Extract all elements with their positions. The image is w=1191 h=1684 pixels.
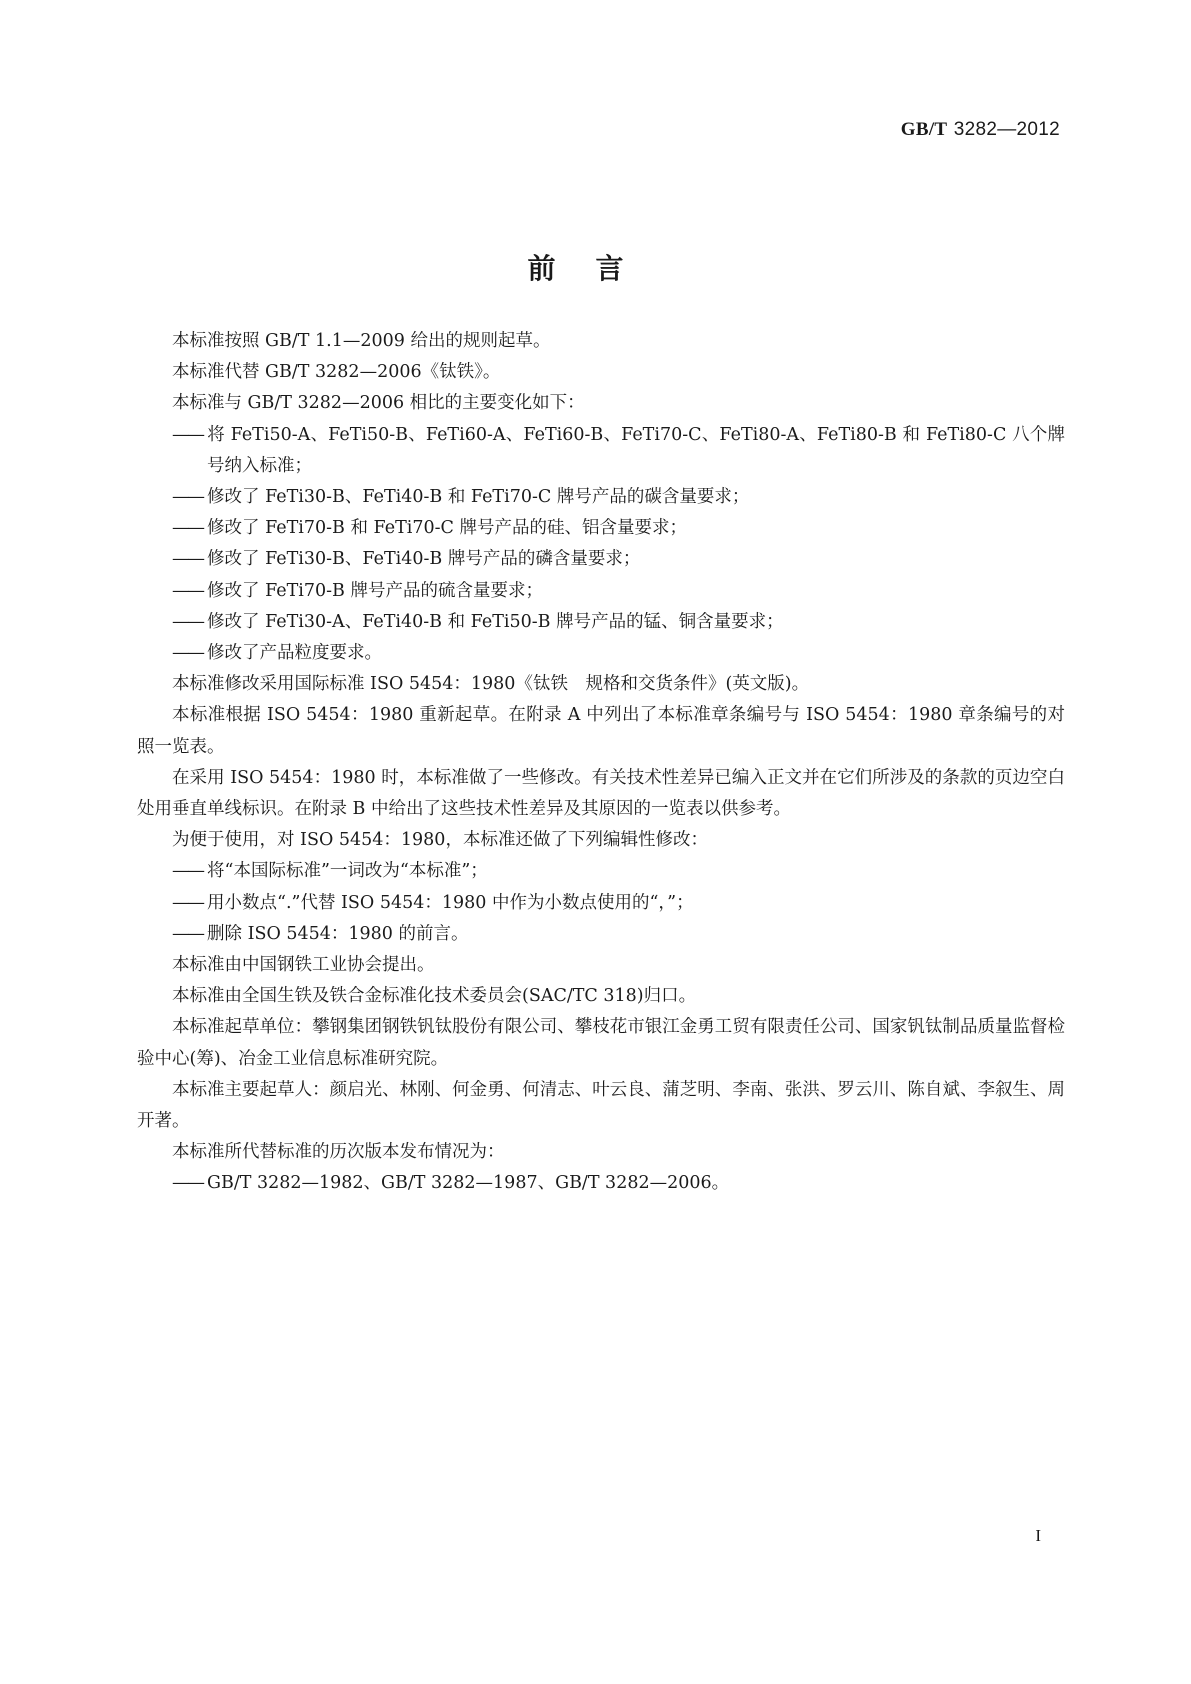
paragraph: [137, 1075, 1065, 1137]
list-item: [137, 513, 1065, 544]
standard-code: [901, 118, 1060, 141]
paragraph: [137, 669, 1065, 700]
list-item: [137, 576, 1065, 607]
paragraph-text: 本标准所代替标准的历次版本发布情况为：: [172, 1142, 505, 1163]
paragraph: [137, 1137, 1065, 1168]
paragraph-text: 修改了 FeTi30-A、FeTi40-B 和 FeTi50-B 牌号产品的锰、铜含量要求；: [207, 611, 784, 632]
paragraph-text: 本标准修改采用国际标准 ISO 5454：1980《钛铁 规格和交货条件》(英文版)。: [172, 674, 810, 695]
paragraph-text: 修改了 FeTi70-B 牌号产品的硫含量要求；: [207, 580, 543, 601]
paragraph-text: 修改了 FeTi30-B、FeTi40-B 牌号产品的磷含量要求；: [207, 549, 641, 570]
paragraph-text: 本标准与 GB/T 3282—2006 相比的主要变化如下：: [172, 393, 585, 414]
paragraph-text: GB/T 3282—1982、GB/T 3282—1987、GB/T 3282—2006。: [207, 1173, 730, 1194]
paragraph-text: 本标准由全国生铁及铁合金标准化技术委员会(SAC/TC 318)归口。: [172, 986, 697, 1007]
paragraph-text: 修改了 FeTi30-B、FeTi40-B 和 FeTi70-C 牌号产品的碳含量要求；: [207, 487, 750, 508]
paragraph-text: 为便于使用，对 ISO 5454：1980，本标准还做了下列编辑性修改：: [172, 830, 708, 851]
foreword-body: [137, 326, 1065, 1200]
list-item: [137, 607, 1065, 638]
list-item: [137, 544, 1065, 575]
paragraph-text: 将“本国际标准”一词改为“本标准”；: [207, 861, 488, 882]
paragraph-text: 本标准按照 GB/T 1.1—2009 给出的规则起草。: [172, 331, 551, 351]
dash-marker: ——: [172, 424, 203, 445]
list-item: [137, 888, 1065, 919]
paragraph-text: 本标准根据 ISO 5454：1980 重新起草。在附录 A 中列出了本标准章条编号与 ISO 5454：1980 章条编号的对照一览表。: [137, 705, 1065, 757]
paragraph: [137, 357, 1065, 388]
dash-marker: ——: [172, 643, 203, 664]
list-item: [137, 482, 1065, 513]
paragraph: [137, 825, 1065, 856]
paragraph-text: 本标准代替 GB/T 3282—2006《钛铁》。: [172, 362, 501, 383]
paragraph: [137, 763, 1065, 825]
paragraph-text: 用小数点“.”代替 ISO 5454：1980 中作为小数点使用的“，”；: [207, 892, 694, 913]
paragraph-text: 本标准由中国钢铁工业协会提出。: [172, 955, 435, 976]
dash-marker: ——: [172, 549, 203, 570]
dash-marker: ——: [172, 1173, 203, 1194]
paragraph: [137, 326, 1065, 357]
dash-marker: ——: [172, 861, 203, 882]
paragraph-text: 修改了产品粒度要求。: [207, 643, 382, 664]
standard-number: 3282—2012: [953, 119, 1060, 140]
list-item: [137, 420, 1065, 482]
dash-marker: ——: [172, 518, 203, 539]
paragraph-text: 本标准主要起草人：颜启光、林刚、何金勇、何清志、叶云良、蒲芝明、李南、张洪、罗云川、陈自斌、李叙生、周开著。: [137, 1079, 1065, 1132]
list-item: [137, 919, 1065, 950]
standard-prefix: GB/T: [900, 119, 948, 140]
dash-marker: ——: [172, 487, 203, 508]
page-number: I: [1035, 1526, 1041, 1545]
paragraph: [137, 1012, 1065, 1074]
list-item: [137, 1168, 1065, 1199]
paragraph: [137, 700, 1065, 762]
page-title: 前言: [527, 251, 664, 285]
paragraph-text: 删除 ISO 5454：1980 的前言。: [207, 923, 469, 944]
dash-marker: ——: [172, 892, 203, 913]
paragraph-text: 在采用 ISO 5454：1980 时，本标准做了一些修改。有关技术性差异已编入正文并在它们所涉及的条款的页边空白处用垂直单线标识。在附录 B 中给出了这些技术性差异及其原因的一览表以供参考。: [137, 767, 1065, 820]
list-item: [137, 856, 1065, 887]
paragraph: [137, 981, 1065, 1012]
paragraph: [137, 388, 1065, 419]
list-item: [137, 638, 1065, 669]
paragraph-text: 将 FeTi50-A、FeTi50-B、FeTi60-A、FeTi60-B、FeTi70-C、FeTi80-A、FeTi80-B 和 FeTi80-C 八个牌号纳入标准；: [207, 424, 1065, 476]
dash-marker: ——: [172, 580, 203, 601]
paragraph-text: 修改了 FeTi70-B 和 FeTi70-C 牌号产品的硅、铝含量要求；: [207, 518, 687, 539]
paragraph: [137, 950, 1065, 981]
dash-marker: ——: [172, 923, 203, 944]
paragraph-text: 本标准起草单位：攀钢集团钢铁钒钛股份有限公司、攀枝花市银江金勇工贸有限责任公司、国家钒钛制品质量监督检验中心(筹)、冶金工业信息标准研究院。: [137, 1017, 1065, 1069]
dash-marker: ——: [172, 611, 203, 632]
